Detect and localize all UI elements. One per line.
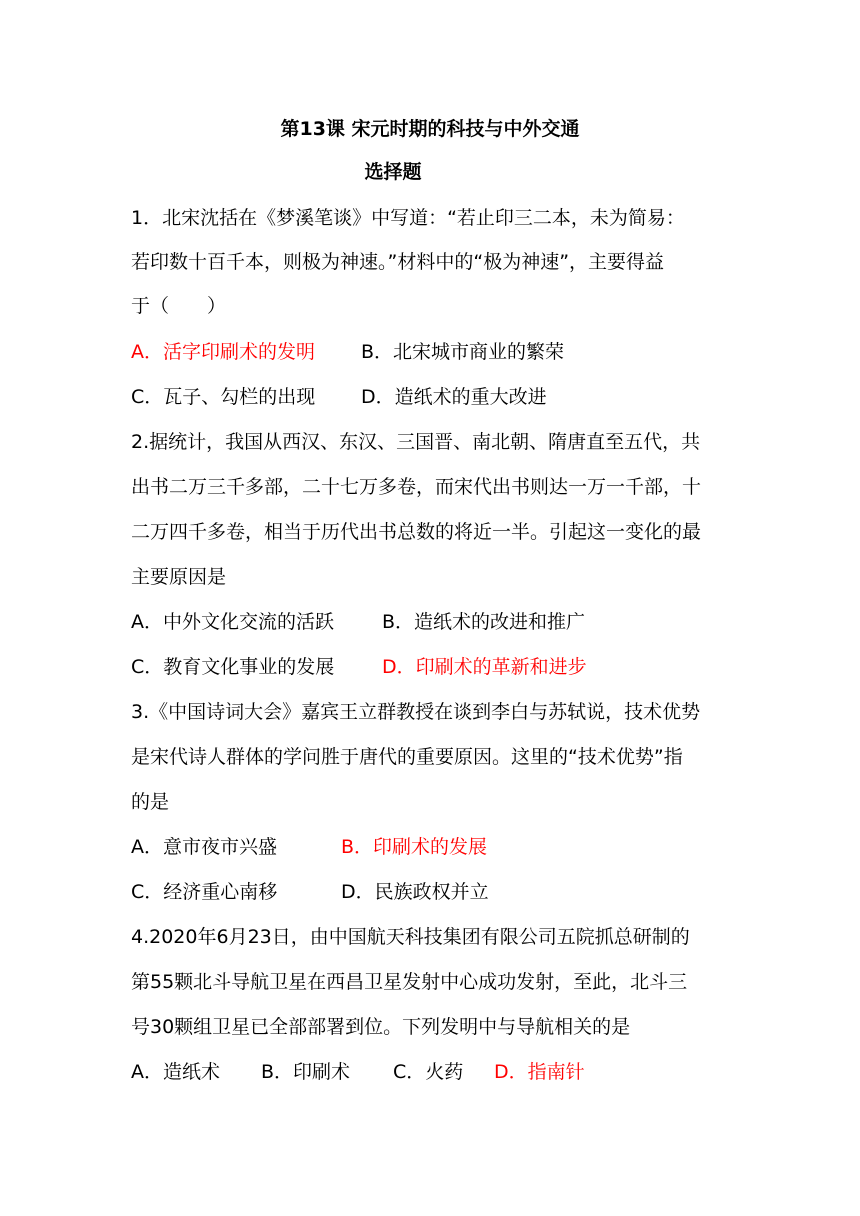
question-1-line-2: 若印数十百千本，则极为神速。”材料中的“极为神速”，主要得益 [131, 251, 665, 273]
question-2-line-1: 2.据统计，我国从西汉、东汉、三国晋、南北朝、隋唐直至五代，共 [131, 431, 701, 453]
question-1-option-d: D．造纸术的重大改进 [361, 386, 547, 408]
question-4-line-3: 号30颗组卫星已全部部署到位。下列发明中与导航相关的是 [131, 1016, 631, 1038]
question-2-option-b: B．造纸术的改进和推广 [382, 611, 586, 633]
question-3-option-a: A．意市夜市兴盛 [131, 836, 277, 858]
question-4-option-b: B．印刷术 [261, 1061, 351, 1083]
question-4-line-2: 第55颗北斗导航卫星在西昌卫星发射中心成功发射，至此，北斗三 [131, 971, 688, 993]
question-2-line-4: 主要原因是 [131, 566, 227, 588]
question-1-option-a: A．活字印刷术的发明 [131, 341, 315, 363]
question-2-line-2: 出书二万三千多部，二十七万多卷，而宋代出书则达一万一千部，十 [131, 476, 702, 498]
section-heading: 选择题 [364, 161, 422, 183]
question-1-option-c: C．瓦子、勾栏的出现 [131, 386, 316, 408]
question-2-option-a: A．中外文化交流的活跃 [131, 611, 334, 633]
question-4-option-c: C．火药 [393, 1061, 464, 1083]
question-1-option-b: B．北宋城市商业的繁荣 [361, 341, 565, 363]
question-2-line-3: 二万四千多卷，相当于历代出书总数的将近一半。引起这一变化的最 [131, 521, 702, 543]
question-4-line-1: 4.2020年6月23日，由中国航天科技集团有限公司五院抓总研制的 [131, 926, 690, 948]
question-3-option-b: B．印刷术的发展 [341, 836, 488, 858]
question-3-line-3: 的是 [131, 791, 170, 813]
lesson-title: 第13课 宋元时期的科技与中外交通 [280, 118, 580, 140]
question-2-option-d: D．印刷术的革新和进步 [382, 656, 587, 678]
question-1-line-3: 于（ ） [131, 295, 227, 317]
question-2-option-c: C．教育文化事业的发展 [131, 656, 335, 678]
question-4-option-a: A．造纸术 [131, 1061, 220, 1083]
question-3-option-d: D．民族政权并立 [341, 881, 489, 903]
question-4-option-d: D．指南针 [494, 1061, 585, 1083]
question-1-line-1: 1．北宋沈括在《梦溪笔谈》中写道：“若止印三二本，未为简易： [131, 207, 685, 229]
question-3-line-1: 3.《中国诗词大会》嘉宾王立群教授在谈到李白与苏轼说，技术优势 [131, 701, 701, 723]
question-3-option-c: C．经济重心南移 [131, 881, 278, 903]
question-3-line-2: 是宋代诗人群体的学问胜于唐代的重要原因。这里的“技术优势”指 [131, 746, 683, 768]
